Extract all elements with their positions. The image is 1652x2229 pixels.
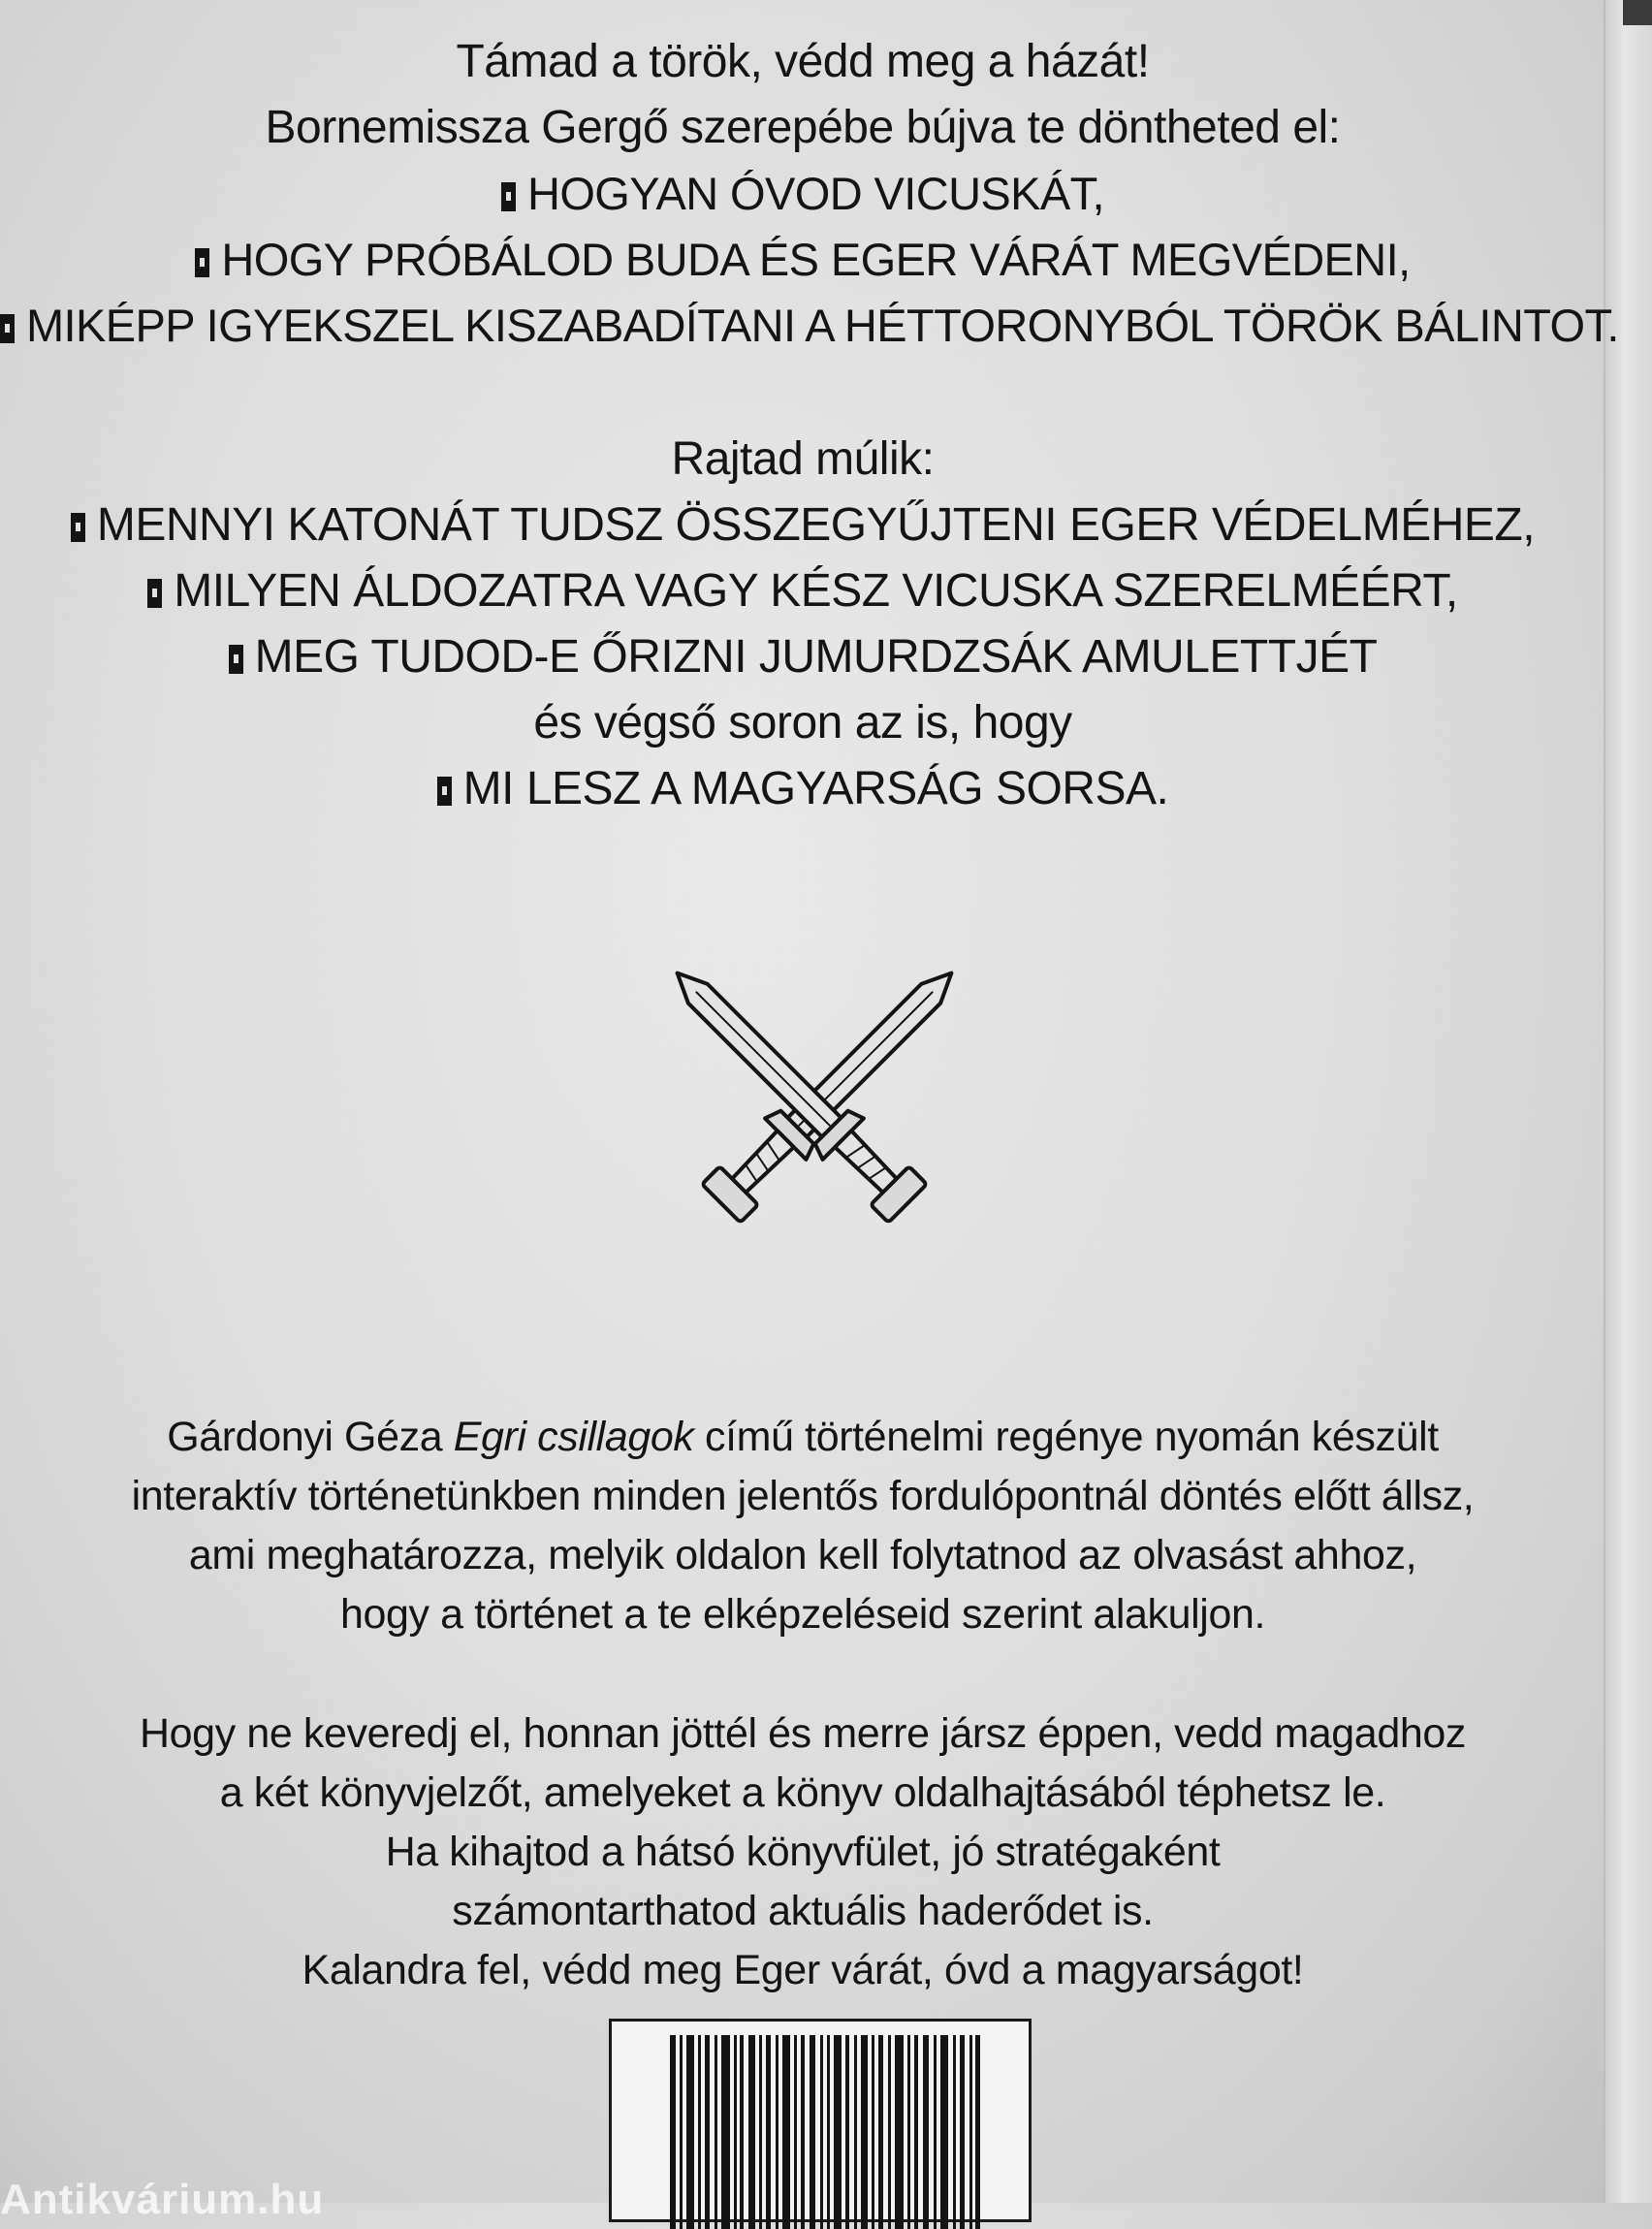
description-line: Hogy ne keveredj el, honnan jöttél és merre jársz éppen, vedd magadhoz: [140, 1710, 1466, 1757]
description-line-2: interaktív történetünkben minden jelentős fordulópontnál döntés előtt állsz,: [131, 1473, 1475, 1519]
bullet-icon: [71, 513, 85, 542]
intro-tagline: Támad a török, védd meg a házát!: [456, 36, 1150, 87]
choices-bullet-2: MILYEN ÁLDOZATRA VAGY KÉSZ VICUSKA SZERELMÉÉRT,: [0, 558, 1605, 624]
choices-bullet-3: MEG TUDOD-E ŐRIZNI JUMURDZSÁK AMULETTJÉT: [0, 624, 1605, 690]
description-line: Kalandra fel, védd meg Eger várát, óvd a magyarságot!: [302, 1947, 1304, 1993]
bullet-icon: [0, 314, 15, 343]
description-paragraph-1: [0, 1408, 1605, 1644]
choices-final-bullet: MI LESZ A MAGYARSÁG SORSA.: [0, 756, 1605, 822]
choices-connector: és végső soron az is, hogy: [533, 697, 1072, 748]
corner-shadow: [1623, 0, 1652, 25]
intro-subtitle: Bornemissza Gergő szerepébe bújva te döntheted el:: [265, 102, 1341, 153]
barcode: [609, 2019, 1032, 2222]
description-line-3: ami meghatározza, melyik oldalon kell folytatnod az olvasást ahhoz,: [188, 1532, 1417, 1578]
description-line: a két könyvjelzőt, amelyeket a könyv oldalhajtásából téphetsz le.: [219, 1769, 1386, 1816]
sword-left: [701, 952, 972, 1224]
bullet-icon: [195, 248, 209, 277]
crossed-swords-icon: [620, 926, 1008, 1294]
choices-section: [0, 427, 1605, 822]
intro-bullet-2: HOGY PRÓBÁLOD BUDA ÉS EGER VÁRÁT MEGVÉDENI,: [0, 227, 1605, 293]
choices-bullet-1: MENNYI KATONÁT TUDSZ ÖSSZEGYŰJTENI EGER VÉDELMÉHEZ,: [0, 493, 1605, 558]
intro-bullet-1: HOGYAN ÓVOD VICUSKÁT,: [0, 161, 1605, 227]
bullet-icon: [437, 777, 452, 806]
description-line: Ha kihajtod a hátsó könyvfület, jó stratégaként: [385, 1829, 1221, 1875]
bullet-icon: [229, 645, 243, 674]
sword-right: [656, 952, 928, 1224]
barcode-icon: [670, 2035, 980, 2229]
choices-heading: Rajtad múlik:: [671, 433, 935, 485]
book-title: Egri csillagok: [453, 1414, 694, 1460]
description-paragraph-2: [0, 1704, 1605, 2000]
description-line: számontarthatod aktuális haderődet is.: [452, 1888, 1154, 1934]
bullet-icon: [147, 579, 162, 608]
watermark-text: Antikvárium.hu: [0, 2176, 325, 2223]
intro-bullet-3: MIKÉPP IGYEKSZEL KISZABADÍTANI A HÉTTORONYBÓL TÖRÖK BÁLINTOT.: [0, 293, 1605, 359]
intro-section: [0, 29, 1619, 359]
description-line-1: Gárdonyi Géza Egri csillagok című történelmi regénye nyomán készült: [167, 1414, 1439, 1460]
bullet-icon: [501, 182, 516, 211]
description-line-4: hogy a történet a te elképzeléseid szerint alakuljon.: [339, 1591, 1266, 1638]
